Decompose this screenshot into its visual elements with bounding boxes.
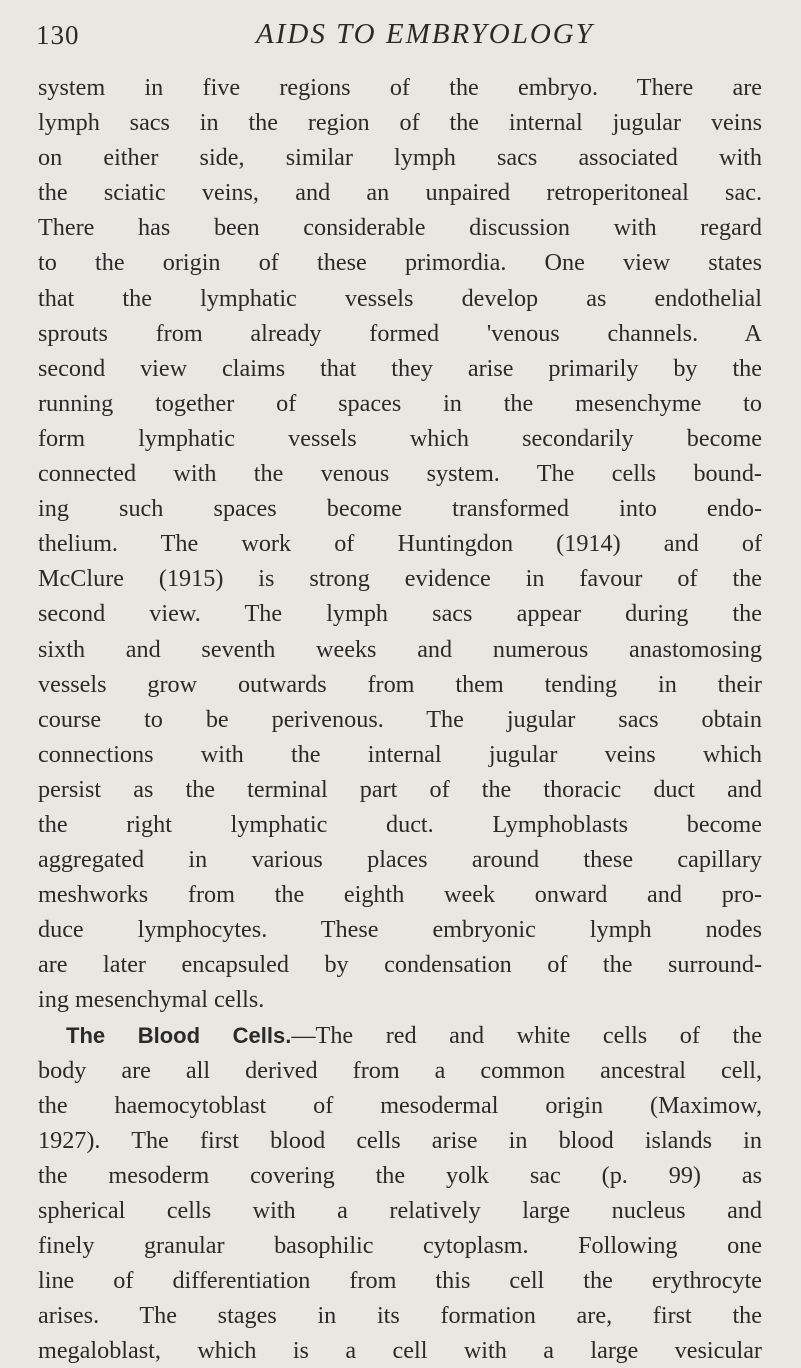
text-line: that the lymphatic vessels develop as endothelial xyxy=(38,284,762,312)
text-line: course to be perivenous. The jugular sacs obtain xyxy=(38,705,762,733)
text-line: ing such spaces become transformed into endo- xyxy=(38,495,762,523)
section-heading: The Blood Cells. xyxy=(66,1022,292,1048)
heading-line-rest: —The red and white cells of the xyxy=(291,1021,762,1049)
text-line xyxy=(38,1018,762,1053)
text-line: spherical cells with a relatively large nucleus and xyxy=(38,1197,762,1224)
text-line: the mesoderm covering the yolk sac (p. 99) as xyxy=(38,1161,762,1189)
text-line: arises. The stages in its formation are, first the xyxy=(38,1302,762,1330)
text-line: persist as the terminal part of the thoracic duct and xyxy=(38,775,762,803)
text-line: second view claims that they arise primarily by the xyxy=(38,354,762,382)
text-line: on either side, similar lymph sacs associated with xyxy=(38,144,762,172)
page-header xyxy=(36,14,776,54)
text-line: second view. The lymph sacs appear during the xyxy=(38,600,762,628)
text-line: sixth and seventh weeks and numerous anastomosing xyxy=(38,635,762,663)
body-text xyxy=(38,70,762,1368)
text-line: sprouts from already formed 'venous channels. A xyxy=(38,319,762,347)
text-line: megaloblast, which is a cell with a large vesicular xyxy=(38,1337,762,1365)
text-line: There has been considerable discussion with regard xyxy=(38,214,762,242)
text-line: aggregated in various places around these capillary xyxy=(38,846,762,874)
paragraph-lymphatics xyxy=(38,70,762,1018)
running-head: AIDS TO EMBRYOLOGY xyxy=(256,18,594,50)
text-line: the sciatic veins, and an unpaired retroperitoneal sac. xyxy=(38,179,762,207)
paragraph-blood-cells xyxy=(38,1018,762,1368)
text-line: connected with the venous system. The cells bound- xyxy=(38,460,762,488)
text-line: to the origin of these primordia. One view states xyxy=(38,249,762,277)
text-line: connections with the internal jugular veins which xyxy=(38,740,762,768)
text-line: body are all derived from a common ancestral cell, xyxy=(38,1056,762,1084)
text-line: the right lymphatic duct. Lymphoblasts become xyxy=(38,810,762,838)
text-line: are later encapsuled by condensation of the surround- xyxy=(38,951,762,979)
text-line: finely granular basophilic cytoplasm. Following one xyxy=(38,1232,762,1260)
text-line: the haemocytoblast of mesodermal origin (Maximow, xyxy=(38,1091,762,1119)
text-line: system in five regions of the embryo. There are xyxy=(38,74,762,101)
text-line: 1927). The first blood cells arise in blood islands in xyxy=(38,1126,762,1154)
text-line: duce lymphocytes. These embryonic lymph nodes xyxy=(38,916,762,944)
text-line: meshworks from the eighth week onward and pro- xyxy=(38,881,762,909)
text-line: thelium. The work of Huntingdon (1914) and of xyxy=(38,530,762,558)
text-line: line of differentiation from this cell the erythrocyte xyxy=(38,1267,762,1295)
text-line: lymph sacs in the region of the internal jugular veins xyxy=(38,109,762,137)
page-number: 130 xyxy=(36,20,80,50)
text-line: running together of spaces in the mesenchyme to xyxy=(38,389,762,417)
text-line: form lymphatic vessels which secondarily become xyxy=(38,424,762,452)
text-line: vessels grow outwards from them tending in their xyxy=(38,670,762,698)
text-line: McClure (1915) is strong evidence in favour of the xyxy=(38,565,762,593)
text-line: ing mesenchymal cells. xyxy=(38,986,265,1014)
